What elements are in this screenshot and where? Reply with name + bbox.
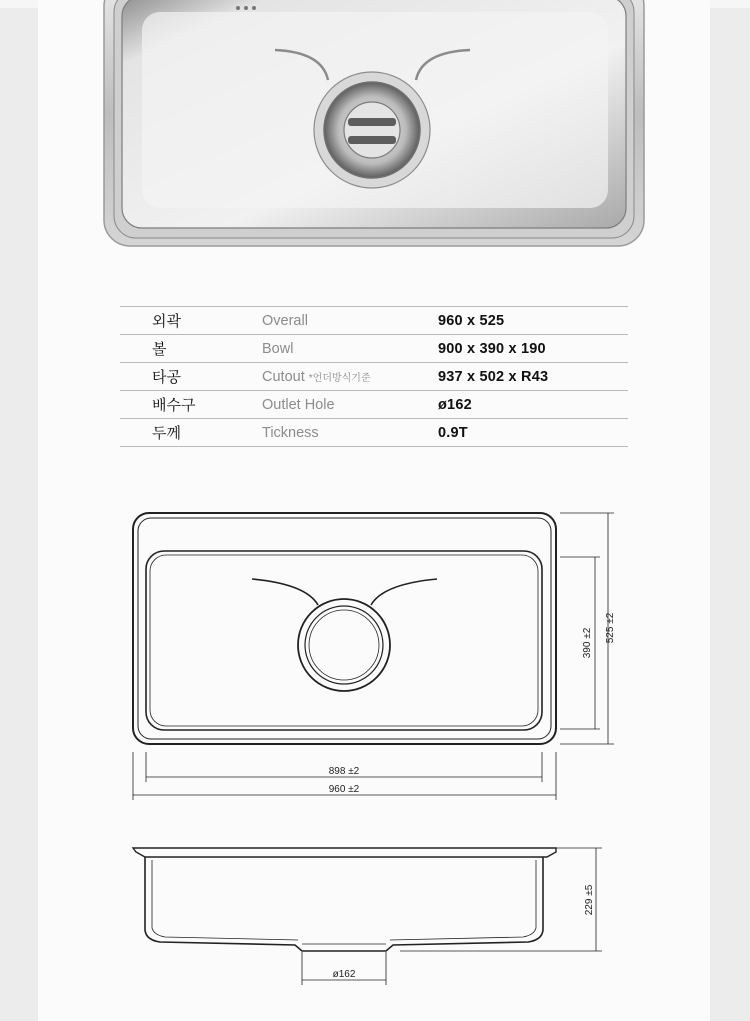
outlet-dim: ø162 (332, 969, 356, 980)
spec-value: 0.9T (438, 419, 628, 447)
spec-value: ø162 (438, 391, 628, 419)
spec-value: 960 x 525 (438, 307, 628, 335)
spec-label-ko: 배수구 (120, 391, 262, 419)
spec-value: 937 x 502 x R43 (438, 363, 628, 391)
overall-height-dim: 525 ±2 (605, 612, 616, 644)
spec-label-en: Overall (262, 307, 438, 335)
spec-label-ko: 볼 (120, 335, 262, 363)
spec-label-ko: 외곽 (120, 307, 262, 335)
side-view (133, 848, 556, 951)
depth-dim: 229 ±5 (584, 884, 595, 916)
spec-label-en: Cutout *언더방식기준 (262, 363, 438, 391)
spec-label-en: Outlet Hole (262, 391, 438, 419)
spec-value: 900 x 390 x 190 (438, 335, 628, 363)
bowl-height-dim: 390 ±2 (582, 627, 593, 659)
spec-note: *언더방식기준 (308, 372, 371, 384)
spec-label-ko: 타공 (120, 363, 262, 391)
top-view (133, 513, 556, 744)
bowl-width-dim: 898 ±2 (328, 766, 360, 777)
overall-width-dim: 960 ±2 (328, 784, 360, 795)
spec-label-ko: 두께 (120, 419, 262, 447)
spec-label-en: Tickness (262, 419, 438, 447)
spec-label-en: Bowl (262, 335, 438, 363)
